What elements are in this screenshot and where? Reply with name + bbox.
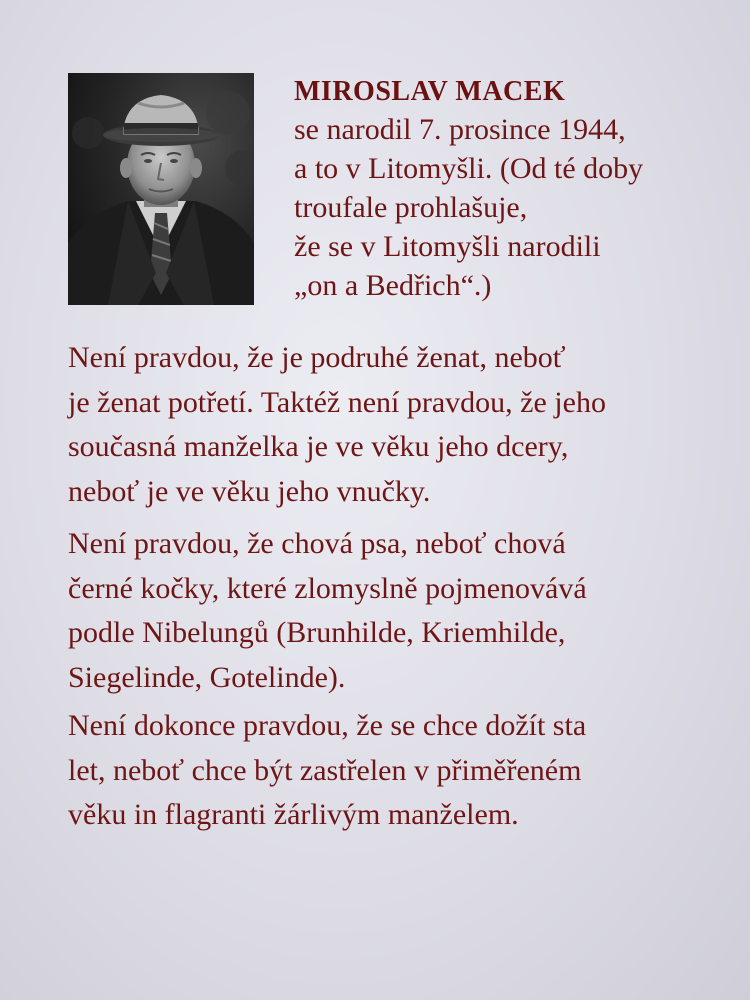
paragraph-line: černé kočky, které zlomyslně pojmenovává [68,571,587,605]
paragraph-line: Siegelinde, Gotelinde). [68,660,346,694]
paragraph-line: Není pravdou, že je podruhé ženat, neboť [68,341,566,374]
paragraph-line: je ženat potřetí. Taktéž není pravdou, že jeho [68,385,606,419]
paragraph-line: věku in flagranti žárlivým manželem. [68,798,519,831]
bio-line: troufale prohlašuje, [294,191,528,224]
paragraph-age [68,704,728,838]
bio-line: „on a Bedřich“.) [294,269,492,302]
paragraph-line: Není pravdou, že chová psa, neboť chová [68,527,566,560]
author-portrait-photo [68,73,254,305]
bio-line: a to v Litomyšli. (Od té doby [294,152,644,185]
author-name-heading: MIROSLAV MACEK [294,76,566,107]
author-intro [294,73,734,305]
paragraph-line: Není dokonce pravdou, že se chce dožít sta [68,709,587,742]
paragraph-line: podle Nibelungů (Brunhilde, Kriemhilde, [68,616,566,649]
bio-line: se narodil 7. prosince 1944, [294,113,626,146]
paragraph-line: neboť je ve věku jeho vnučky. [68,474,431,508]
paragraph-marriage [68,336,728,514]
paragraph-cats [68,522,728,700]
paragraph-line: let, neboť chce být zastřelen v přiměřeném [68,753,582,787]
bio-line: že se v Litomyšli narodili [294,230,601,263]
paragraph-line: současná manželka je ve věku jeho dcery, [68,430,569,463]
